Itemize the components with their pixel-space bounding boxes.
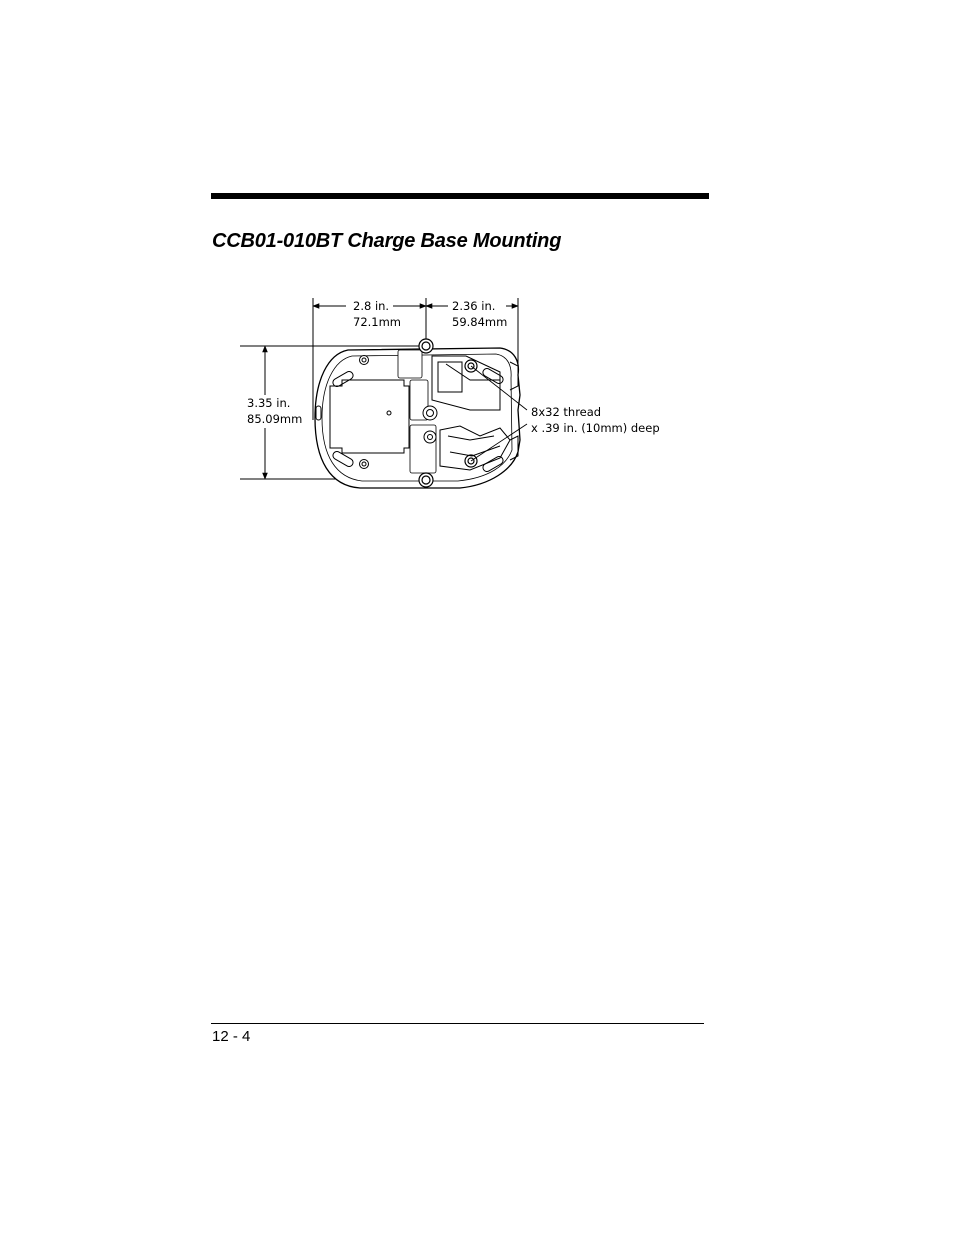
thread-callout-label — [531, 404, 660, 436]
height-dimension-inches: 3.35 in. — [247, 396, 291, 410]
right-dimension-mm: 59.84mm — [452, 315, 508, 329]
height-dimension-mm: 85.09mm — [247, 412, 303, 426]
section-title: CCB01-010BT Charge Base Mounting — [212, 230, 562, 252]
width-dimension-inches: 2.8 in. — [353, 299, 390, 313]
right-dimension-label — [452, 298, 507, 330]
thread-callout-line2: x .39 in. (10mm) deep — [531, 421, 660, 435]
right-dimension-inches: 2.36 in. — [452, 299, 496, 313]
width-dimension-label — [353, 298, 401, 330]
width-dimension-mm: 72.1mm — [353, 315, 402, 329]
page-number: 12 - 4 — [212, 1028, 251, 1045]
thread-callout-line1: 8x32 thread — [531, 405, 602, 419]
height-dimension-label — [247, 395, 302, 427]
footer-rule — [211, 1023, 704, 1024]
